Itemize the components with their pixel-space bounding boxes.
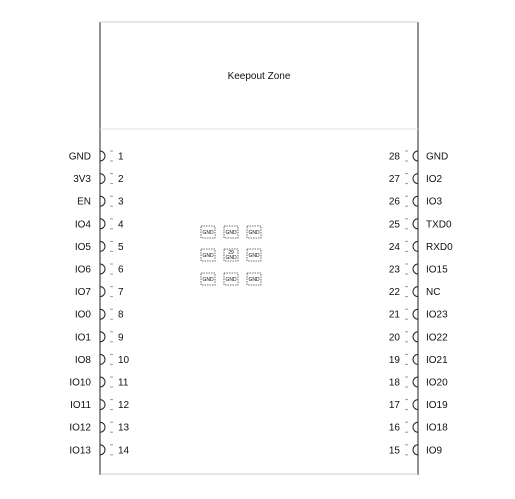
right-pin-column <box>389 151 453 456</box>
pin-name-label: IO3 <box>426 196 443 208</box>
pin-number-label: 4 <box>118 219 124 231</box>
pin-name-label: IO12 <box>69 422 91 434</box>
pin-name-label: IO9 <box>426 445 443 457</box>
pin-number-label: 28 <box>388 151 400 163</box>
pin-number-label: 16 <box>388 422 400 434</box>
left-pin-4 <box>75 219 124 231</box>
pin-name-label: IO2 <box>426 174 443 186</box>
castellated-pad-icon <box>100 264 105 274</box>
pin-name-label: IO1 <box>74 332 91 344</box>
castellated-pad-icon <box>100 151 105 161</box>
pin-number-label: 18 <box>388 377 400 389</box>
right-pin-24 <box>389 241 453 253</box>
ground-pad <box>224 226 238 238</box>
ground-pad <box>201 273 215 285</box>
pin-name-label: IO7 <box>74 287 91 299</box>
left-pin-9 <box>75 332 124 344</box>
pin-number-label: 7 <box>118 287 124 299</box>
left-pin-7 <box>75 287 124 299</box>
ground-pad <box>247 273 261 285</box>
castellated-pad-icon <box>413 332 418 342</box>
pin-name-label: TXD0 <box>426 219 452 231</box>
ground-pad-label: GND <box>248 252 260 259</box>
castellated-pad-icon <box>100 445 105 455</box>
pin-name-label: IO21 <box>426 354 448 366</box>
left-pin-5 <box>75 241 124 253</box>
pin-number-label: 20 <box>388 332 400 344</box>
pin-number-label: 26 <box>388 196 400 208</box>
left-pin-8 <box>75 309 124 321</box>
ground-pad-label: GND <box>202 276 214 283</box>
pin-name-label: IO8 <box>74 354 91 366</box>
pin-number-label: 27 <box>388 174 400 186</box>
castellated-pad-icon <box>413 445 418 455</box>
pin-number-label: 3 <box>118 196 124 208</box>
left-pin-1 <box>69 151 124 163</box>
right-pin-28 <box>389 151 448 163</box>
ground-pad-label: GND <box>248 229 260 236</box>
ground-pad-label: GND <box>225 276 237 283</box>
castellated-pad-icon <box>413 354 418 364</box>
ground-pad-label: GND <box>202 252 214 259</box>
castellated-pad-icon <box>100 287 105 297</box>
keepout-zone-label: Keepout Zone <box>227 71 291 82</box>
ground-pad-label: GND <box>225 255 237 261</box>
castellated-pad-icon <box>100 377 105 387</box>
pin-name-label: IO5 <box>74 241 91 253</box>
ground-pad-label: GND <box>225 229 237 236</box>
castellated-pad-icon <box>413 309 418 319</box>
pin-name-label: IO13 <box>69 445 91 457</box>
castellated-pad-icon <box>100 309 105 319</box>
left-pin-14 <box>69 445 129 457</box>
ground-pad <box>201 249 215 261</box>
right-pin-15 <box>389 445 443 457</box>
pin-name-label: IO18 <box>426 422 448 434</box>
castellated-pad-icon <box>413 422 418 432</box>
castellated-pad-icon <box>413 241 418 251</box>
pin-name-label: IO10 <box>69 377 91 389</box>
castellated-pad-icon <box>100 174 105 184</box>
left-pin-3 <box>77 196 124 208</box>
pin-number-label: 17 <box>388 400 400 412</box>
pin-number-label: 11 <box>118 377 129 389</box>
pin-name-label: IO11 <box>70 400 91 412</box>
pin-number-label: 2 <box>118 174 124 186</box>
ground-pad <box>247 226 261 238</box>
pin-name-label: IO19 <box>426 400 448 412</box>
pin-name-label: GND <box>426 151 449 163</box>
castellated-pad-icon <box>413 287 418 297</box>
pin-name-label: IO20 <box>426 377 448 389</box>
pin-number-label: 8 <box>118 309 124 321</box>
castellated-pad-icon <box>100 422 105 432</box>
pin-number-label: 5 <box>118 241 124 253</box>
pin-name-label: IO0 <box>74 309 91 321</box>
pin-number-label: 6 <box>118 264 124 276</box>
ground-pad-number: 29 <box>228 250 234 256</box>
pin-name-label: IO4 <box>74 219 91 231</box>
pin-number-label: 23 <box>388 264 400 276</box>
pin-name-label: GND <box>68 151 91 163</box>
castellated-pad-icon <box>413 400 418 410</box>
right-pin-25 <box>389 219 452 231</box>
ground-pad <box>224 273 238 285</box>
ground-pad <box>201 226 215 238</box>
pin-number-label: 1 <box>118 151 124 163</box>
castellated-pad-icon <box>413 196 418 206</box>
pin-number-label: 19 <box>388 354 400 366</box>
right-pin-26 <box>389 196 443 208</box>
ground-pad-label: GND <box>202 229 214 236</box>
castellated-pad-icon <box>413 377 418 387</box>
pin-name-label: IO15 <box>426 264 448 276</box>
castellated-pad-icon <box>100 354 105 364</box>
castellated-pad-icon <box>100 196 105 206</box>
pin-name-label: NC <box>426 287 441 299</box>
pin-name-label: IO22 <box>426 332 448 344</box>
pin-name-label: RXD0 <box>426 241 453 253</box>
ground-pad-label: GND <box>248 276 260 283</box>
pin-number-label: 13 <box>118 422 130 434</box>
pin-name-label: EN <box>77 196 91 208</box>
pin-number-label: 15 <box>388 445 400 457</box>
left-pin-10 <box>75 354 130 366</box>
ground-pad-array <box>201 226 261 285</box>
pin-number-label: 22 <box>388 287 400 299</box>
castellated-pad-icon <box>100 400 105 410</box>
castellated-pad-icon <box>413 174 418 184</box>
left-pin-6 <box>75 264 124 276</box>
left-pin-13 <box>69 422 129 434</box>
pin-name-label: IO23 <box>426 309 448 321</box>
pin-name-label: 3V3 <box>73 174 91 186</box>
pin-number-label: 14 <box>118 445 130 457</box>
left-pin-column <box>69 151 130 456</box>
castellated-pad-icon <box>100 219 105 229</box>
castellated-pad-icon <box>413 264 418 274</box>
right-pin-22 <box>389 287 441 299</box>
pin-number-label: 25 <box>388 219 400 231</box>
pin-number-label: 12 <box>118 400 130 412</box>
pin-number-label: 21 <box>388 309 400 321</box>
ground-pad <box>224 249 238 261</box>
castellated-pad-icon <box>413 219 418 229</box>
castellated-pad-icon <box>100 241 105 251</box>
right-pin-27 <box>389 174 443 186</box>
ground-pad <box>247 249 261 261</box>
castellated-pad-icon <box>413 151 418 161</box>
pin-number-label: 9 <box>118 332 124 344</box>
pin-name-label: IO6 <box>74 264 91 276</box>
castellated-pad-icon <box>100 332 105 342</box>
pin-number-label: 24 <box>388 241 400 253</box>
left-pin-11 <box>69 377 129 389</box>
pin-number-label: 10 <box>118 354 130 366</box>
left-pin-2 <box>73 174 124 186</box>
